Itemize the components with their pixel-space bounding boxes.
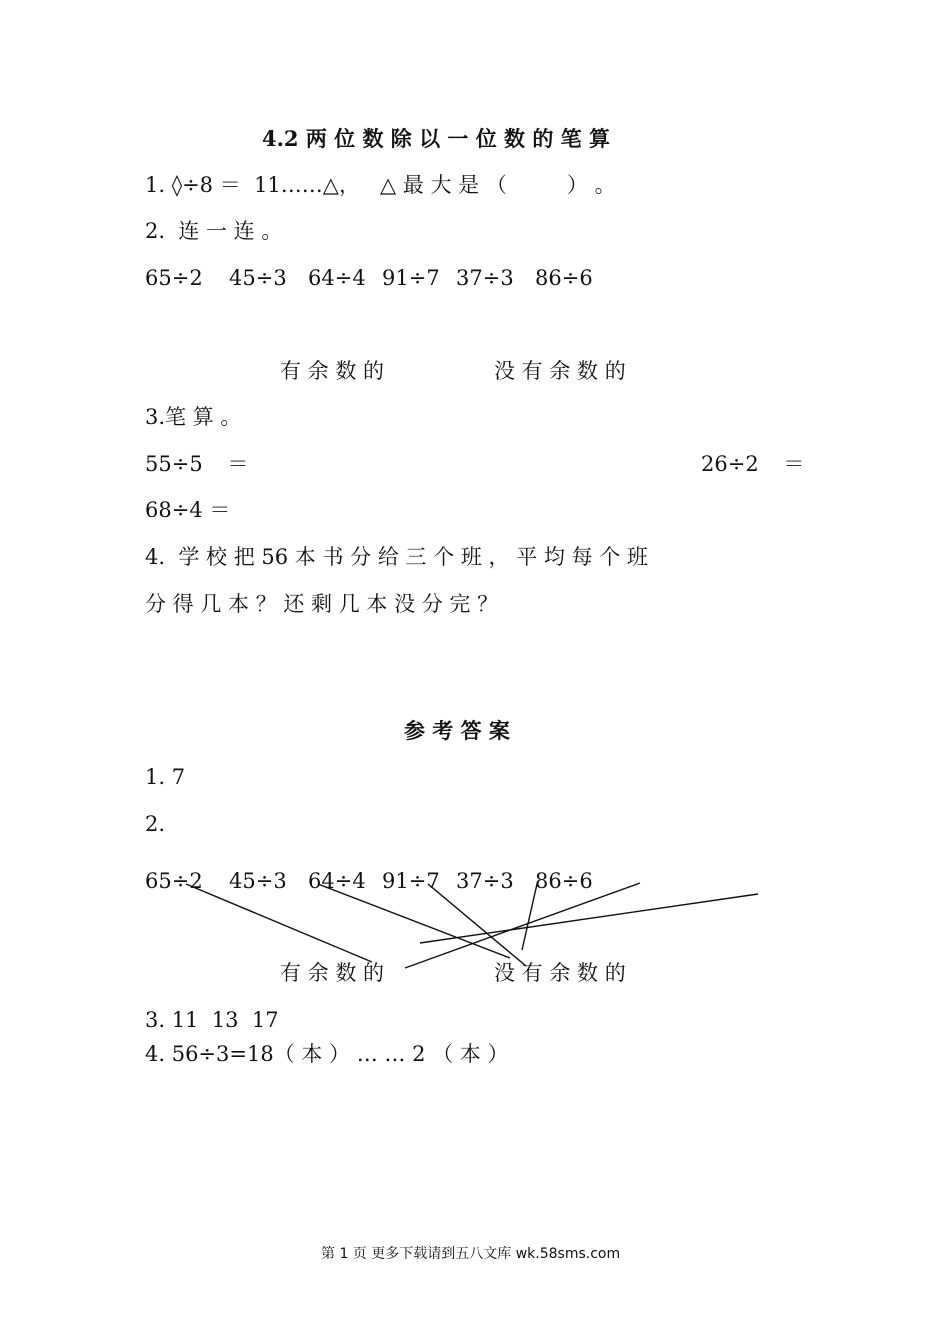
question-1: 1. ◊÷8 ＝ 11……△， △ 最 大 是 （ ） 。: [145, 173, 616, 197]
answer-2-label: 2.: [145, 812, 166, 836]
answer-group-with-remainder: 有 余 数 的: [280, 961, 385, 985]
match-line-65-2: [186, 884, 372, 962]
match-line-86-6: [522, 884, 537, 950]
expression-45-3: 45÷3: [229, 266, 287, 290]
expression-91-7: 91÷7: [382, 266, 440, 290]
expression-64-4: 64÷4: [308, 266, 366, 290]
calc-68-4: 68÷4 ＝: [145, 498, 231, 522]
match-line-64-4: [318, 884, 510, 958]
question-2-label: 2. 连 一 连 。: [145, 219, 283, 243]
answer-group-no-remainder: 没 有 余 数 的: [494, 961, 626, 985]
page-title: 4.2 两 位 数 除 以 一 位 数 的 笔 算: [262, 126, 610, 151]
group-with-remainder: 有 余 数 的: [280, 359, 385, 383]
match-line-45-3: [405, 883, 640, 968]
page-footer: 第 1 页 更多下载请到五八文库 wk.58sms.com: [321, 1246, 621, 1262]
answer-expression-86-6: 86÷6: [535, 869, 593, 893]
answer-1: 1. 7: [145, 765, 186, 789]
expression-37-3: 37÷3: [456, 266, 514, 290]
calc-26-2: 26÷2 ＝: [701, 452, 805, 476]
expression-65-2: 65÷2: [145, 266, 203, 290]
answer-expression-91-7: 91÷7: [382, 869, 440, 893]
answer-title: 参 考 答 案: [404, 718, 510, 743]
answer-3: 3. 11 13 17: [145, 1008, 279, 1032]
answer-expression-64-4: 64÷4: [308, 869, 366, 893]
answer-expression-37-3: 37÷3: [456, 869, 514, 893]
expression-86-6: 86÷6: [535, 266, 593, 290]
group-no-remainder: 没 有 余 数 的: [494, 359, 626, 383]
answer-expression-65-2: 65÷2: [145, 869, 203, 893]
question-4-line-2: 分 得 几 本 ？ 还 剩 几 本 没 分 完 ？: [145, 592, 499, 616]
question-3-label: 3.笔 算 。: [145, 405, 242, 429]
question-4-line-1: 4. 学 校 把 56 本 书 分 给 三 个 班 ， 平 均 每 个 班: [145, 545, 648, 569]
answer-expression-45-3: 45÷3: [229, 869, 287, 893]
calc-55-5: 55÷5 ＝: [145, 452, 249, 476]
answer-4: 4. 56÷3=18（ 本 ） … … 2 （ 本 ）: [145, 1042, 509, 1066]
